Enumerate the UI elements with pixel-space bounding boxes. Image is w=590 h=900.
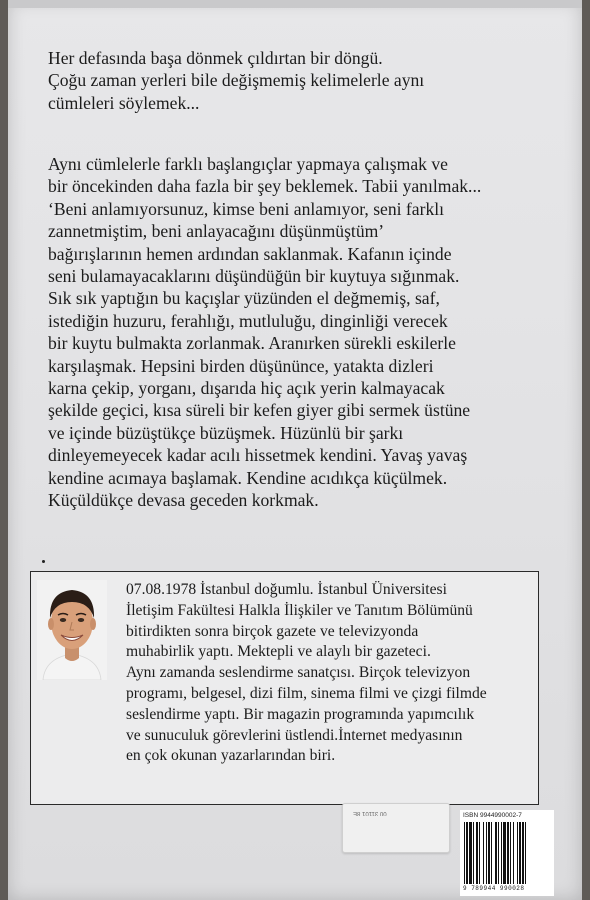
bio-line: seslendirme yaptı. Bir magazin programında yapımcılık: [126, 705, 475, 723]
barcode-number: 9 789944 990028: [463, 885, 525, 892]
text-line: ve içinde büzüştükçe büzüşmek. Hüzünlü bir şarkı: [48, 422, 404, 443]
text-line: Sık sık yaptığın bu kaçışlar yüzünden el değmemiş, saf,: [48, 288, 440, 309]
text-line: istediğin huzuru, ferahlığı, mutluluğu, dinginliği verecek: [48, 310, 448, 331]
bio-line: muhabirlik yaptı. Mektepli ve alaylı bir gazeteci.: [126, 643, 431, 661]
text-line: karna çekip, yorganı, dışarıda hiç açık yerin kalmayacak: [48, 378, 445, 399]
text-line: Her defasında başa dönmek çıldırtan bir döngü.: [48, 48, 383, 68]
text-line: dinleyemeyecek kadar acılı hissetmek kendini. Yavaş yavaş: [48, 445, 468, 466]
text-line: zannetmiştim, beni anlayacağını düşünmüştüm’: [48, 221, 385, 242]
author-photo: [37, 580, 107, 680]
text-line: bir öncekinden daha fazla bir şey beklemek. Tabii yanılmak...: [48, 176, 482, 197]
excerpt-paragraph-2: [48, 153, 568, 512]
bio-line: en çok okunan yazarlarından biri.: [126, 747, 336, 765]
text-line: seni bulamayacaklarını düşündüğün bir kuytuya sığınmak.: [48, 266, 460, 287]
ornament-dot: [42, 560, 45, 563]
cover-top-edge: [8, 0, 582, 8]
text-line: ‘Beni anlamıyorsunuz, kimse beni anlamıyor, seni farklı: [48, 198, 445, 219]
book-back-cover: [8, 0, 582, 900]
text-line: Aynı cümlelerle farklı başlangıçlar yapmaya çalışmak ve: [48, 154, 448, 174]
text-line: bir kuytu bulmakta zorlanmak. Aranırken sürekli eskilerle: [48, 333, 456, 354]
price-sticker: [342, 803, 450, 853]
text-line: bağırışlarının hemen ardından saklanmak. Kafanın içinde: [48, 243, 452, 264]
bio-line: ve sunuculuk görevlerini üstlendi.İnternet medyasının: [126, 726, 463, 744]
text-line: cümleleri söylemek...: [48, 92, 200, 113]
author-bio-text: [126, 580, 536, 767]
text-line: Küçüldükçe devasa geceden korkmak.: [48, 490, 319, 511]
bio-line: 07.08.1978 İstanbul doğumlu. İstanbul Üniversitesi: [126, 581, 447, 598]
bio-line: bitirdikten sonra birçok gazete ve televizyonda: [126, 622, 419, 640]
text-line: kendine acımaya başlamak. Kendine acıdıkça küçülmek.: [48, 467, 448, 488]
excerpt-paragraph-1: [48, 47, 568, 114]
text-line: şekilde geçici, kısa süreli bir kefen giyer gibi sermek üstüne: [48, 400, 471, 421]
bio-line: programı, belgesel, dizi film, sinema filmi ve çizgi filmde: [126, 684, 487, 702]
isbn-barcode: [460, 810, 554, 896]
bio-line: İletişim Fakültesi Halkla İlişkiler ve Tanıtım Bölümünü: [126, 601, 473, 619]
bio-line: Aynı zamanda seslendirme sanatçısı. Birçok televizyon: [126, 664, 471, 682]
author-bio-box: [30, 571, 539, 805]
isbn-label: ISBN 9944990002-7: [463, 812, 522, 819]
sticker-code: 00 31101 8E: [353, 810, 387, 816]
text-line: karşılaşmak. Hepsini birden düşününce, yatakta dizleri: [48, 355, 434, 376]
text-line: Çoğu zaman yerleri bile değişmemiş kelimelerle aynı: [48, 70, 425, 91]
barcode-bars: [463, 822, 551, 884]
